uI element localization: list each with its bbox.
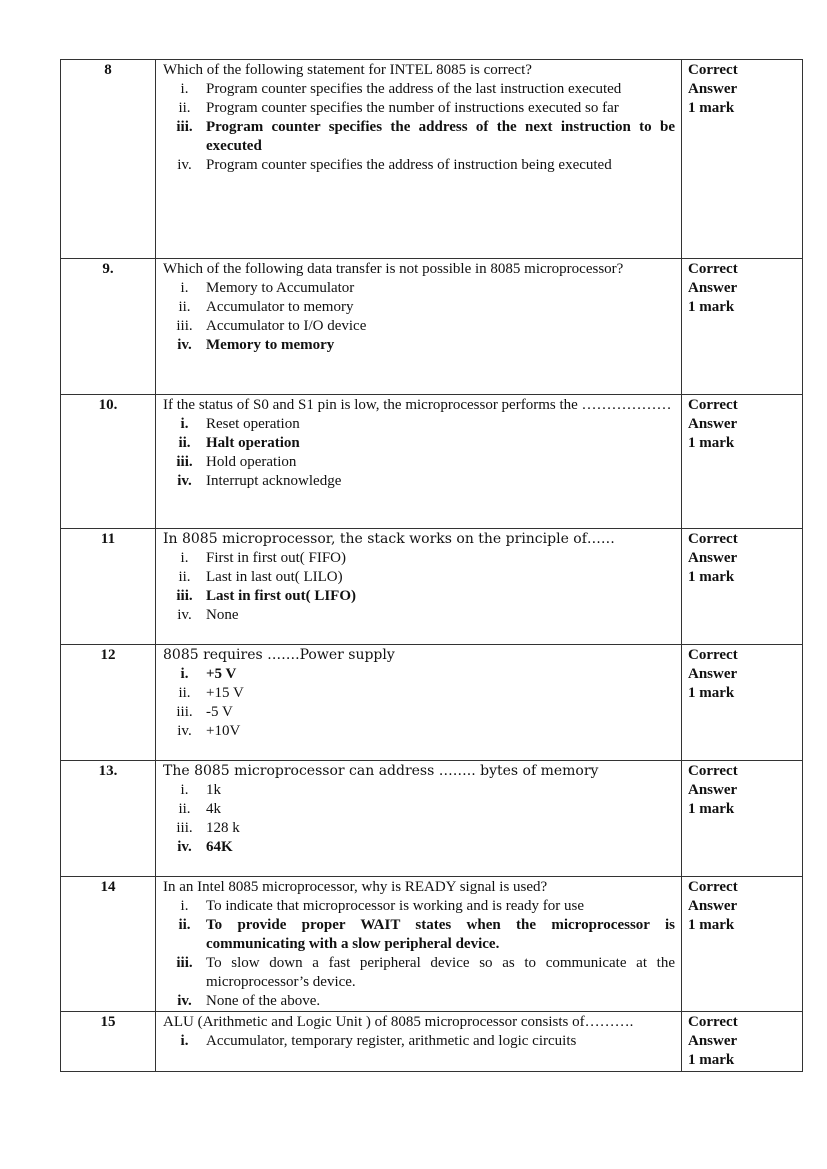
question-body (156, 529, 682, 645)
answer-marks (682, 395, 803, 529)
option-numeral: iv. (177, 607, 192, 623)
option-text: 1k (206, 782, 221, 798)
answer-label-line: Correct (688, 647, 738, 663)
question-body (156, 877, 682, 1012)
question-table-body (61, 60, 803, 1072)
question-number: 13. (61, 761, 156, 877)
answer-marks (682, 645, 803, 761)
option-numeral: ii. (178, 917, 191, 933)
answer-label-line: Answer (688, 898, 738, 914)
option-numeral: ii. (178, 435, 191, 451)
option (163, 684, 675, 703)
question-body (156, 60, 682, 259)
question-number: 15 (61, 1012, 156, 1072)
option-numeral: iii. (176, 119, 193, 135)
question-row (61, 645, 803, 761)
option-text: None (206, 607, 239, 623)
option (163, 992, 675, 1011)
answer-marks (682, 1012, 803, 1072)
correct-option (163, 838, 675, 857)
option-numeral: iv. (177, 993, 192, 1009)
question-number: 12 (61, 645, 156, 761)
option-text: Program counter specifies the address of instruction being executed (206, 157, 612, 173)
question-row (61, 395, 803, 529)
option-text: Program counter specifies the number of instructions executed so far (206, 100, 619, 116)
option-text: To slow down a fast peripheral device so as to communicate at the microprocessor’s device. (206, 955, 675, 990)
option-text: Accumulator, temporary register, arithmetic and logic circuits (206, 1033, 577, 1049)
option-text: Last in first out( LIFO) (206, 588, 356, 604)
option-numeral: iv. (177, 473, 192, 489)
question-number: 14 (61, 877, 156, 1012)
option (163, 568, 675, 587)
question-body (156, 645, 682, 761)
question-row (61, 60, 803, 259)
answer-label-line: Answer (688, 782, 738, 798)
answer-label-line: Correct (688, 261, 738, 277)
question-row (61, 877, 803, 1012)
option (163, 549, 675, 568)
option-text: -5 V (206, 704, 233, 720)
option-text: 64K (206, 839, 233, 855)
option-text: 4k (206, 801, 221, 817)
question-text: In 8085 microprocessor, the stack works on the principle of…… (163, 531, 615, 547)
option-numeral: i. (180, 1033, 189, 1049)
question-text: If the status of S0 and S1 pin is low, the microprocessor performs the ……………… (163, 397, 672, 413)
option (163, 453, 675, 472)
question-text: In an Intel 8085 microprocessor, why is READY signal is used? (163, 879, 548, 895)
question-text: Which of the following data transfer is not possible in 8085 microprocessor? (163, 261, 624, 277)
option (163, 298, 675, 317)
correct-option (163, 336, 675, 355)
question-body (156, 761, 682, 877)
option (163, 472, 675, 491)
answer-marks (682, 60, 803, 259)
option-text: Interrupt acknowledge (206, 473, 342, 489)
option-text: Accumulator to I/O device (206, 318, 367, 334)
question-row (61, 259, 803, 395)
answer-label-line: Answer (688, 416, 738, 432)
answer-label-line: Correct (688, 62, 738, 78)
option-numeral: ii. (178, 685, 191, 701)
question-body (156, 1012, 682, 1072)
answer-label-line: Answer (688, 550, 738, 566)
correct-option (163, 434, 675, 453)
option-numeral: ii. (178, 100, 191, 116)
option-numeral: i. (180, 81, 189, 97)
answer-marks (682, 877, 803, 1012)
answer-label-line: 1 mark (688, 685, 735, 701)
option-text: Last in last out( LILO) (206, 569, 343, 585)
option-text: To indicate that microprocessor is working and is ready for use (206, 898, 585, 914)
answer-label-line: 1 mark (688, 435, 735, 451)
question-number: 8 (61, 60, 156, 259)
answer-label-line: Answer (688, 81, 738, 97)
question-row (61, 529, 803, 645)
question-row (61, 761, 803, 877)
question-table (60, 59, 803, 1072)
answer-label-line: Correct (688, 1014, 738, 1030)
option (163, 722, 675, 741)
option-text: Memory to Accumulator (206, 280, 355, 296)
answer-label-line: 1 mark (688, 801, 735, 817)
answer-label-line: Correct (688, 879, 738, 895)
question-text: The 8085 microprocessor can address …….. bytes of memory (163, 763, 599, 779)
question-body (156, 259, 682, 395)
option-text: Halt operation (206, 435, 300, 451)
option-text: Program counter specifies the address of the next instruction to be executed (206, 119, 675, 154)
option-text: 128 k (206, 820, 240, 836)
option-numeral: iii. (176, 955, 193, 971)
option-text: Hold operation (206, 454, 297, 470)
option-numeral: i. (180, 898, 189, 914)
answer-label-line: Correct (688, 763, 738, 779)
answer-label-line: 1 mark (688, 299, 735, 315)
option-text: Accumulator to memory (206, 299, 354, 315)
option-text: To provide proper WAIT states when the microprocessor is communicating with a slow peripheral device. (206, 917, 675, 952)
question-text: 8085 requires …….Power supply (163, 647, 395, 663)
option-numeral: i. (180, 550, 189, 566)
option-numeral: i. (180, 416, 189, 432)
option (163, 606, 675, 625)
option-text: +5 V (206, 666, 237, 682)
option (163, 80, 675, 99)
option-text: +15 V (206, 685, 244, 701)
answer-marks (682, 259, 803, 395)
option (163, 99, 675, 118)
answer-label-line: Answer (688, 280, 738, 296)
option-text: Memory to memory (206, 337, 335, 353)
question-text: ALU (Arithmetic and Logic Unit ) of 8085 microprocessor consists of………. (163, 1014, 634, 1030)
question-text: Which of the following statement for INTEL 8085 is correct? (163, 62, 532, 78)
correct-option (163, 118, 675, 156)
question-row (61, 1012, 803, 1072)
option-text: None of the above. (206, 993, 321, 1009)
answer-label-line: 1 mark (688, 917, 735, 933)
option-text: Reset operation (206, 416, 300, 432)
option-numeral: ii. (178, 569, 191, 585)
answer-marks (682, 761, 803, 877)
option (163, 415, 675, 434)
question-number: 10. (61, 395, 156, 529)
option-text: Program counter specifies the address of the last instruction executed (206, 81, 622, 97)
option (163, 800, 675, 819)
option-numeral: iii. (176, 318, 193, 334)
answer-label-line: Answer (688, 1033, 738, 1049)
option (163, 819, 675, 838)
correct-option (163, 916, 675, 954)
option-numeral: iv. (177, 839, 192, 855)
option-numeral: ii. (178, 801, 191, 817)
option (163, 954, 675, 992)
option-numeral: iii. (176, 454, 193, 470)
option (163, 703, 675, 722)
option (163, 317, 675, 336)
option-numeral: iii. (176, 704, 193, 720)
answer-label-line: Correct (688, 531, 738, 547)
option (163, 897, 675, 916)
option (163, 279, 675, 298)
option (163, 781, 675, 800)
answer-label-line: Answer (688, 666, 738, 682)
correct-option (163, 587, 675, 606)
answer-label-line: 1 mark (688, 1052, 735, 1068)
option-numeral: iii. (176, 588, 193, 604)
answer-marks (682, 529, 803, 645)
option-text: First in first out( FIFO) (206, 550, 347, 566)
correct-option (163, 665, 675, 684)
option-numeral: i. (180, 280, 189, 296)
option-numeral: iv. (177, 157, 192, 173)
option-numeral: iii. (176, 820, 193, 836)
question-number: 9. (61, 259, 156, 395)
option-numeral: iv. (177, 723, 192, 739)
answer-label-line: 1 mark (688, 100, 735, 116)
option (163, 156, 675, 175)
question-body (156, 395, 682, 529)
option-numeral: ii. (178, 299, 191, 315)
question-number: 11 (61, 529, 156, 645)
option (163, 1032, 675, 1051)
answer-label-line: Correct (688, 397, 738, 413)
option-numeral: iv. (177, 337, 192, 353)
answer-label-line: 1 mark (688, 569, 735, 585)
option-numeral: i. (180, 666, 189, 682)
option-numeral: i. (180, 782, 189, 798)
option-text: +10V (206, 723, 241, 739)
